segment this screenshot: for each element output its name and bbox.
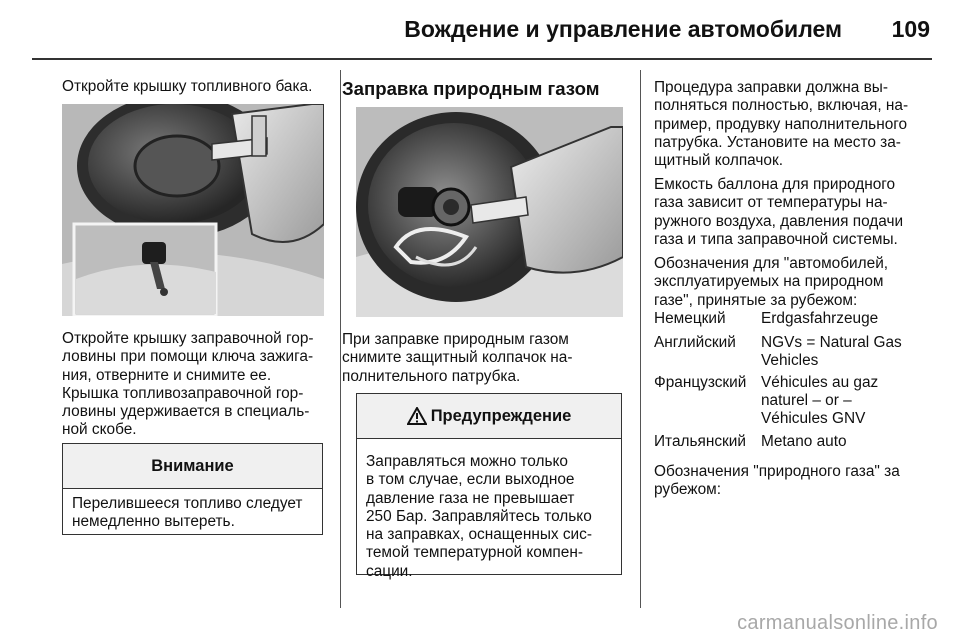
text-line: ловины при помощи ключа зажига-: [62, 348, 314, 366]
paragraph-2: [654, 176, 903, 249]
designation-cell: Metano auto: [761, 433, 847, 450]
text-line: эксплуатируемых на природном: [654, 273, 884, 291]
country-cell: Немецкий: [654, 310, 726, 327]
warning-triangle-icon: [407, 407, 427, 425]
notice-line: Перелившееся топливо следует: [72, 495, 303, 512]
notice-box: [62, 443, 323, 535]
warning-header: [357, 394, 621, 439]
warning-box: [356, 393, 622, 580]
text-line: Обозначения "природного газа" за: [654, 463, 900, 480]
text-line: газе", принятые за рубежом:: [654, 291, 858, 309]
text-line: полняться полностью, включая, на-: [654, 97, 909, 115]
text-line: рубежом:: [654, 481, 721, 499]
warning-line: Заправляться можно только: [366, 453, 568, 470]
country-cell: Английский: [654, 334, 736, 351]
warning-line: сации.: [366, 562, 413, 580]
paragraph-1: [654, 79, 908, 170]
column2-body: [342, 331, 572, 386]
text-line: Процедура заправки должна вы-: [654, 79, 888, 96]
designation-cell: Véhicules GNV: [761, 410, 866, 427]
country-cell: Итальянский: [654, 433, 746, 450]
column-divider-1: [340, 70, 341, 608]
warning-line: 250 Бар. Заправляйтесь только: [366, 507, 592, 525]
text-line: Крышка топливозаправочной гор-: [62, 384, 304, 402]
notice-line: немедленно вытереть.: [72, 513, 235, 531]
text-line: газа зависит от температуры на-: [654, 194, 888, 212]
column1-body: [62, 330, 314, 440]
designation-cell: NGVs = Natural Gas: [761, 334, 902, 351]
text-line: Обозначения для "автомобилей,: [654, 255, 889, 272]
page-title: Вождение и управление автомобилем: [404, 16, 842, 42]
text-line: ружного воздуха, давления подачи: [654, 212, 904, 230]
intro-line: Откройте крышку топливного бака.: [62, 78, 313, 95]
section-title: Заправка природным газом: [342, 78, 600, 99]
text-line: щитный колпачок.: [654, 152, 783, 170]
text-line: При заправке природным газом: [342, 331, 569, 348]
cng-filler-nozzle-illustration-icon: [356, 107, 623, 317]
paragraph-4: [654, 463, 900, 500]
text-line: полнительного патрубка.: [342, 367, 521, 385]
paragraph-3: [654, 255, 888, 310]
text-line: пример, продувку наполнительного: [654, 115, 908, 133]
text-line: патрубка. Установите на место за-: [654, 133, 901, 151]
designation-cell: naturel – or –: [761, 392, 852, 409]
country-cell: Французский: [654, 374, 747, 391]
page-header: [0, 0, 960, 60]
page-number: 109: [891, 16, 930, 42]
text-line: Емкость баллона для природного: [654, 176, 896, 193]
warning-title: Предупреждение: [430, 406, 572, 425]
designation-cell: Vehicles: [761, 352, 819, 369]
text-line: ловины удерживается в специаль-: [62, 403, 310, 421]
notice-title: Внимание: [63, 444, 322, 489]
column-divider-2: [640, 70, 641, 608]
text-line: Откройте крышку заправочной гор-: [62, 330, 314, 347]
warning-line: в том случае, если выходное: [366, 471, 575, 489]
warning-line: давление газа не превышает: [366, 489, 575, 507]
watermark: carmanualsonline.info: [737, 612, 938, 634]
header-rule: [32, 58, 932, 60]
text-line: ния, отверните и снимите ее.: [62, 366, 272, 384]
designation-cell: Erdgasfahrzeuge: [761, 310, 879, 327]
text-line: ной скобе.: [62, 421, 137, 439]
fuel-door-open-illustration-icon: [62, 104, 324, 316]
designation-cell: Véhicules au gaz: [761, 374, 879, 391]
warning-line: на заправках, оснащенных сис-: [366, 526, 592, 544]
text-line: газа и типа заправочной системы.: [654, 230, 898, 248]
warning-line: темой температурной компен-: [366, 544, 583, 562]
text-line: снимите защитный колпачок на-: [342, 349, 573, 367]
